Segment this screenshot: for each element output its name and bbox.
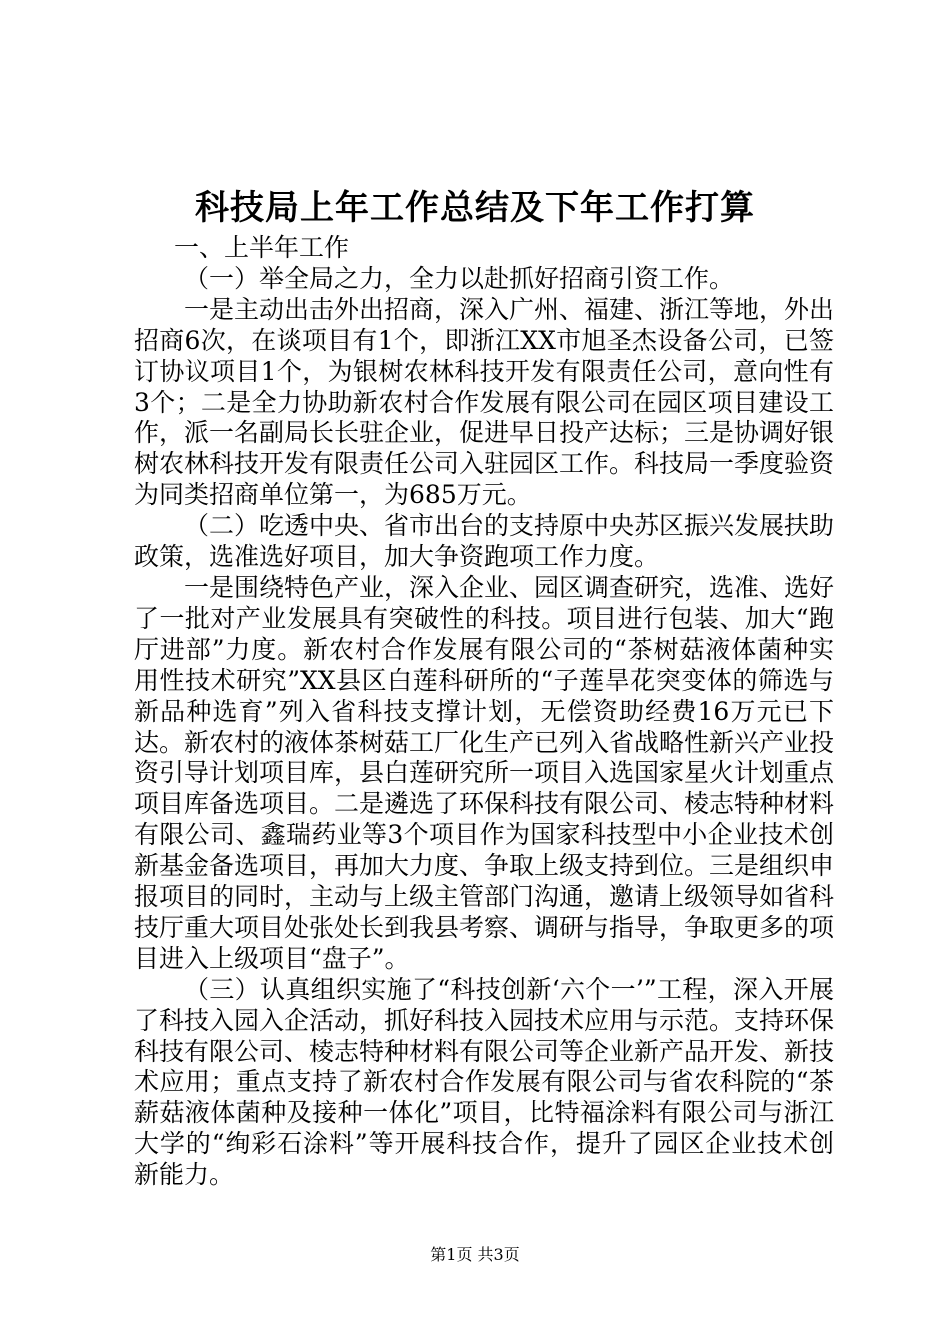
section-heading-first-half: 一、上半年工作	[174, 233, 350, 262]
page-number-footer: 第1页 共3页	[430, 1245, 520, 1264]
subheading-policy: （二）吃透中央、省市出台的支持原中央苏区振兴发展扶助政策，选准选好项目，加大争资跑项工作力度。	[134, 511, 835, 572]
document-body	[134, 233, 834, 1191]
paragraph-policy: 一是围绕特色产业，深入企业、园区调查研究，选准、选好了一批对产业发展具有突破性的科技。项目进行包装、加大“跑厅进部”力度。新农村合作发展有限公司的“茶树菇液体菌种实用性技术研究”XX县区白莲科研所的“子莲旱花突变体的筛选与新品种选育”列入省科技支撑计划，无偿资助经费16万元已下达。新农村的液体茶树菇工厂化生产已列入省战略性新兴产业投资引导计划项目库，县白莲研究所一项目入选国家星火计划重点项目库备选项目。二是遴选了环保科技有限公司、棱志特种材料有限公司、鑫瑞药业等3个项目作为国家科技型中小企业技术创新基金备选项目，再加大力度、争取上级支持到位。三是组织申报项目的同时，主动与上级主管部门沟通，邀请上级领导如省科技厅重大项目处张处长到我县考察、调研与指导，争取更多的项目进入上级项目“盘子”。	[134, 572, 835, 973]
subheading-investment: （一）举全局之力，全力以赴抓好招商引资工作。	[184, 263, 735, 293]
document-title: 科技局上年工作总结及下年工作打算	[195, 188, 755, 228]
paragraph-innovation: （三）认真组织实施了“科技创新‘六个一’”工程，深入开展了科技入园入企活动，抓好科技入园技术应用与示范。支持环保科技有限公司、棱志特种材料有限公司等企业新产品开发、新技术应用；重点支持了新农村合作发展有限公司与省农科院的“茶薪菇液体菌种及接种一体化”项目，比特福涂料有限公司与浙江大学的“绚彩石涂料”等开展科技合作，提升了园区企业技术创新能力。	[134, 974, 835, 1190]
paragraph-investment: 一是主动出击外出招商，深入广州、福建、浙江等地，外出招商6次，在谈项目有1个，即浙江XX市旭圣杰设备公司，已签订协议项目1个，为银树农林科技开发有限责任公司，意向性有3个；二是全力协助新农村合作发展有限公司在园区项目建设工作，派一名副局长长驻企业，促进早日投产达标；三是协调好银树农林科技开发有限责任公司入驻园区工作。科技局一季度验资为同类招商单位第一，为685万元。	[134, 294, 835, 510]
